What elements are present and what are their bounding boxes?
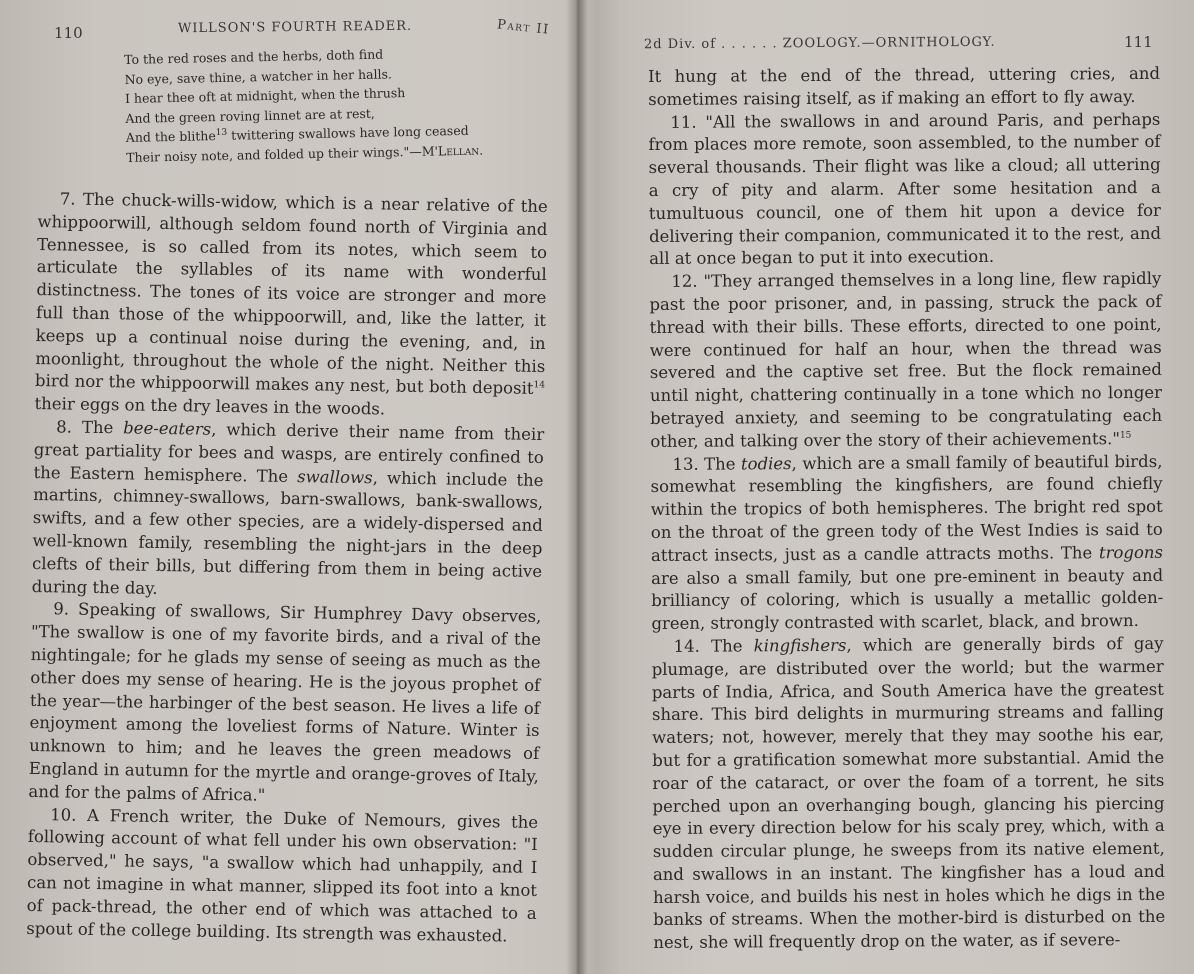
- poem-line: I hear thee oft at midnight, when the thrush: [124, 85, 406, 106]
- footnote-marker: 13: [215, 127, 228, 138]
- italic-term: todies: [740, 453, 792, 473]
- poem-line-part: Their noisy note, and folded up their wings."—: [126, 143, 422, 165]
- page-number-left: 110: [54, 24, 83, 42]
- paragraph-text: , which are generally birds of gay plumage, are distributed over the world; but the warmer parts of India, Africa, and South America have the greatest share. This bird delights in murmuring streams and falling waters; not, however, merely that they may soothe his ear, but for a gratification somewhat more substantial. Amid the roar of the cataract, or over the foam of a torrent, he sits perched upon an overhanging bough, glancing his piercing eye in every direction below for his scaly prey, which, with a sudden circular plunge, he sweeps from its native element, and swallows in an instant. The kingfisher has a loud and harsh voice, and builds his nest in holes which he digs in the banks of streams. When the mother-bird is disturbed on the nest, she will frequently drop on the water, as if severe-: [651, 633, 1166, 953]
- paragraph-text: their eggs on the dry leaves in the woods.: [34, 394, 386, 419]
- paragraph-10-continued: It hung at the end of the thread, uttering cries, and sometimes raising itself, as if making an effort to fly away.: [648, 63, 1161, 109]
- poem-line-part: And the blithe: [125, 128, 216, 145]
- italic-term: trogons: [1098, 542, 1164, 562]
- paragraph-text: 14. The: [673, 636, 754, 656]
- paragraph-text: , which are a small family of beautiful birds, somewhat resembling the kingfishers, are found chiefly within the tropics of both hemispheres. The bright red spot on the throat of the green tody of the West Indies is said to attract insects, just as a candle attracts moths. The: [650, 451, 1163, 565]
- left-page: [0, 0, 566, 974]
- italic-term: kingfishers: [753, 635, 847, 656]
- paragraph-12: [649, 268, 1162, 453]
- footnote-marker: 14: [533, 380, 546, 391]
- paragraph-14: [651, 633, 1165, 955]
- italic-term: bee-eaters: [123, 418, 212, 439]
- book-gutter: [566, 0, 588, 974]
- poem-line-part: twittering swallows have long ceased: [231, 122, 469, 143]
- paragraph-13: [650, 450, 1163, 635]
- paragraph-9: 9. Speaking of swallows, Sir Humphrey Davy observes, "The swallow is one of my favorite birds, and a rival of the nightingale; for he glads my sense of seeing as much as the other does my sense of hearing. He is the joyous prophet of the year—the harbinger of the best season. He lives a life of enjoyment among the loveliest forms of Nature. Winter is unknown to him; and he leaves the green meadows of England in autumn for the myrtle and orange-groves of Italy, and for the palms of Africa.": [28, 599, 542, 805]
- paragraph-text: 8. The: [56, 417, 124, 438]
- paragraph-8: [32, 416, 545, 606]
- right-body-text: [648, 63, 1165, 955]
- paragraph-text: 13. The: [672, 453, 742, 474]
- poem-line: To the red roses and the herbs, doth find: [124, 46, 384, 67]
- paragraph-text: are also a small family, but one pre-eminent in beauty and brilliancy of coloring, which is usually a metallic golden-green, strongly contrasted with scarlet, black, and brown.: [651, 565, 1164, 634]
- poem-excerpt: [124, 41, 546, 167]
- part-label: Part II: [496, 17, 551, 38]
- paragraph-text: 7. The chuck-wills-widow, which is a near relative of the whippoorwill, although seldom found north of Virginia and Tennessee, is so called from its notes, which seem to articulate the syllables of its name with wonderful distinctness. The tones of its voice are stronger and more full than those of the whippoorwill, and, like the latter, it keeps up a continual noise during the evening, and, in moonlight, throughout the whole of the night. Neither this bird nor the whippoorwill makes any nest, but both deposit: [34, 189, 548, 399]
- paragraph-7: [34, 188, 548, 424]
- left-body-text: [26, 188, 548, 948]
- right-page: [588, 0, 1194, 974]
- italic-term: swallows: [297, 466, 373, 487]
- poem-attribution: M'Lellan.: [421, 142, 484, 159]
- running-head-right: 2d Div. of . . . . . . ZOOLOGY.—ORNITHOLOGY.: [643, 34, 996, 53]
- paragraph-text: , which derive their name from their great partiality for bees and wasps, are entirely confined to the Eastern hemisphere. The: [33, 419, 545, 486]
- paragraph-text: , which include the martins, chimney-swallows, barn-swallows, bank-swallows, swifts, and a few other species, are a widely-dispersed and well-known family, resembling the night-jars in the deep clefts of their bills, but differing from them in being active during the day.: [31, 467, 544, 598]
- running-head-left: WILLSON'S FOURTH READER.: [177, 18, 413, 37]
- poem-line: And the green roving linnet are at rest,: [125, 105, 375, 126]
- footnote-marker: 15: [1119, 430, 1132, 441]
- paragraph-text: 12. "They arranged themselves in a long line, flew rapidly past the poor prisoner, and, in passing, struck the pack of thread with their bills. These efforts, directed to one point, were continued for half an hour, when the thread was severed and the captive set free. But the flock remained until night, chattering continually in a tone which no longer betrayed anxiety, and seeming to be congratulating each other, and talking over the story of their achievements.": [649, 269, 1163, 451]
- poem-line: No eye, save thine, a watcher in her halls.: [124, 65, 393, 87]
- paragraph-10: 10. A French writer, the Duke of Nemours, gives the following account of what fell under his own observation: "I observed," he says, "a swallow which had unhappily, and I can not imagine in what manner, slipped its foot into a knot of pack-thread, the other end of which was attached to a spout of the college building. Its strength was exhausted.: [26, 804, 539, 945]
- paragraph-11: 11. "All the swallows in and around Paris, and perhaps from places more remote, soon assembled, to the number of several thousands. Their flight was like a cloud; all uttering a cry of pity and alarm. After some hesitation and a tumultuous council, one of them hit upon a device for delivering their companion, communicated it to the rest, and all at once began to put it into execution.: [648, 109, 1162, 269]
- page-number-right: 111: [1124, 33, 1153, 51]
